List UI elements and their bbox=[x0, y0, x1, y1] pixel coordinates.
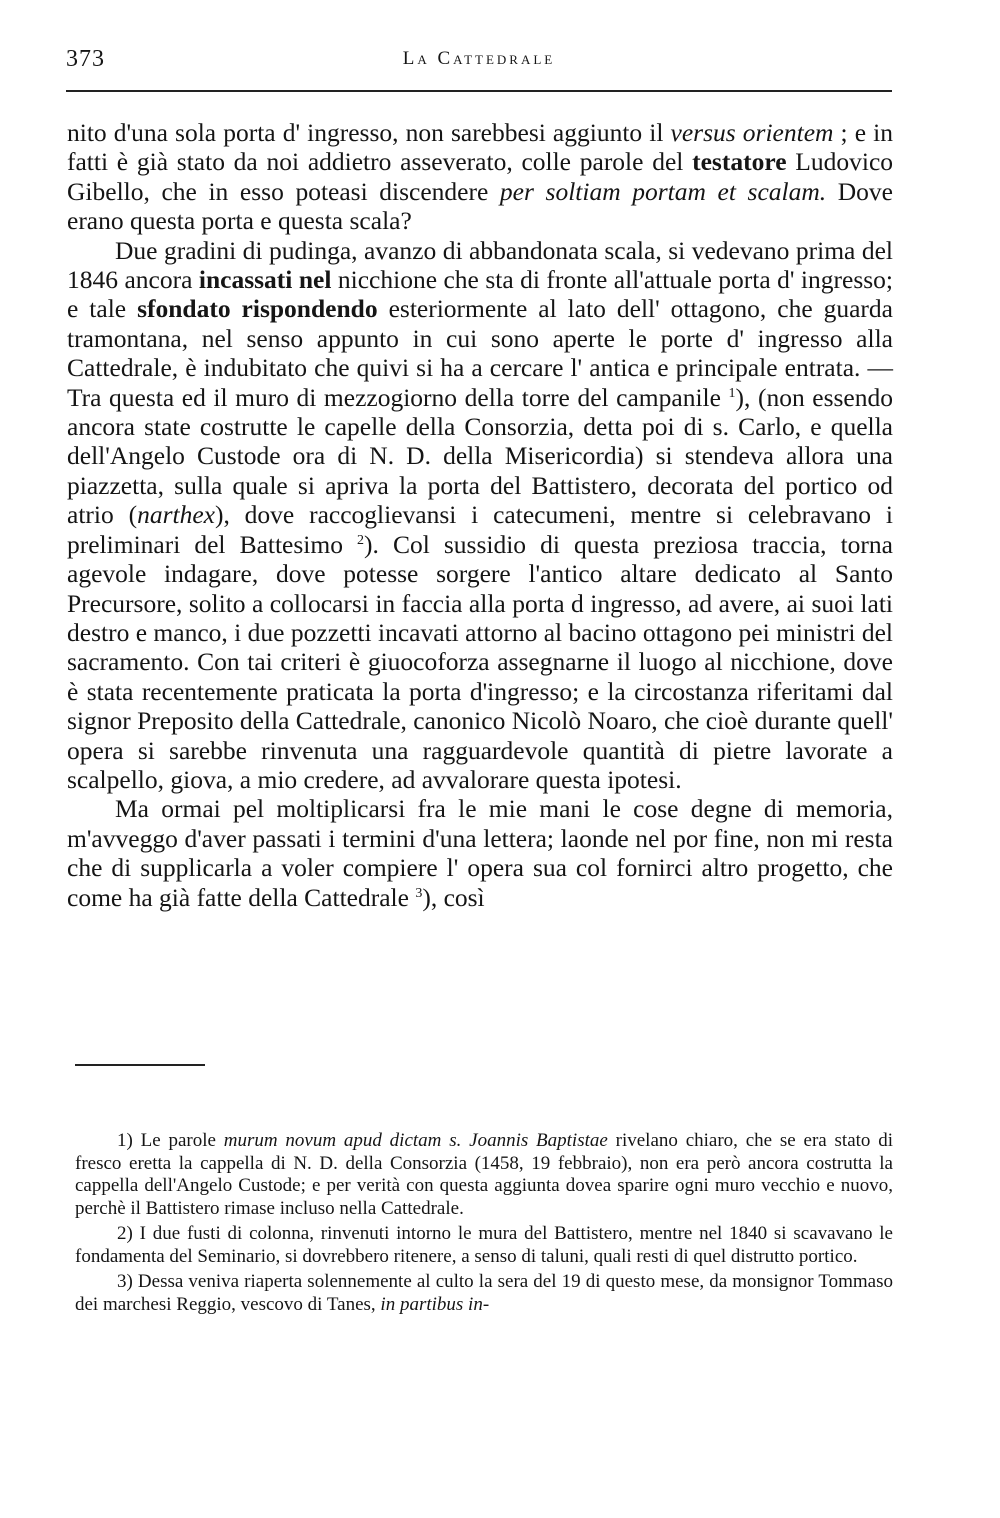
body-paragraph bbox=[67, 236, 893, 795]
italic-text: per soltiam portam et scalam. bbox=[499, 176, 827, 206]
body-paragraph bbox=[67, 794, 893, 912]
footnote bbox=[75, 1130, 893, 1220]
footnote bbox=[75, 1271, 893, 1316]
text-run: esteriormente al lato dell' ottagono, che guarda tramontana, nel senso appunto in cui sono aperte le porte d' ingresso alla Cattedrale, è indubitato che quivi si ha a cercare l' antica e principale entrata. — Tra questa ed il muro di mezzogiorno della torre del campanile bbox=[67, 294, 893, 412]
bold-text: sfondato rispondendo bbox=[137, 294, 378, 324]
running-title: La Cattedrale bbox=[402, 48, 556, 69]
text-run: Due gradini di pudinga, avanzo di abbandonata scala, si vedevano prima del 1846 ancora bbox=[67, 235, 893, 295]
footnote-ref: 1 bbox=[728, 385, 736, 401]
text-run: ; e in fatti è già stato da noi addietro asseverato, colle parole del bbox=[67, 118, 893, 177]
italic-text: versus orientem bbox=[670, 118, 834, 147]
italic-text: in partibus in- bbox=[380, 1293, 490, 1315]
header-rule bbox=[66, 90, 892, 92]
text-run: Ma ormai pel moltiplicarsi fra le mie mani le cose degne di memoria, m'avveggo d'aver passati i termini d'una lettera; laonde nel por fine, non mi resta che di supplicarla a voler compiere l' opera sua col fornirci altro progetto, che come ha già fatte della Cattedrale bbox=[67, 794, 893, 912]
italic-text: murum novum apud dictam s. Joannis Baptistae bbox=[223, 1130, 608, 1151]
footnotes bbox=[75, 1130, 893, 1316]
text-run: ), (non essendo ancora state costrutte le capelle della Consorzia, detta poi di s. Carlo, e quella dell'Angelo Custode ora di N. D. della Misericordia) si stendeva allora una piazzetta, sulla quale si apriva la porta del Battistero, decorata del portico od atrio ( bbox=[67, 382, 893, 530]
text-run: Ludovico Gibello, che in esso poteasi discendere bbox=[67, 147, 894, 206]
page-header bbox=[66, 40, 892, 80]
body-paragraph bbox=[67, 118, 893, 236]
footnote-ref: 3 bbox=[415, 885, 423, 901]
text-run: nicchione che sta di fronte all'attuale porta d' ingresso; e tale bbox=[67, 265, 893, 324]
text-run: ), dove raccoglievansi i catecumeni, mentre si celebravano i preliminari del Battesimo bbox=[67, 500, 893, 559]
footnote-ref: 2 bbox=[357, 532, 365, 548]
body-text bbox=[67, 118, 893, 912]
text-run: ). Col sussidio di questa preziosa traccia, torna agevole indagare, dove potesse sorgere l'antico altare dedicato al Santo Precursore, solito a collocarsi in faccia alla porta d ingresso, ad avere, ai suoi lati destro e manco, i due pozzetti incavati attorno al bacino ottagono pei ministri del sacramento. Con tai criteri è giuocoforza assegnarne il luogo al nicchione, dove è stata recentemente praticata la porta d'ingresso; e la circostanza riferitami dal signor Preposito della Cattedrale, canonico Nicolò Noaro, che cioè durante quell' opera si sarebbe rinvenuta una ragguardevole quantità di pietre lavorate a scalpello, giova, a mio credere, ad avvalorare questa ipotesi. bbox=[67, 529, 893, 794]
text-run: 2) I due fusti di colonna, rinvenuti intorno le mura del Battistero, mentre nel 1840 si scavavano le fondamenta del Seminario, si dovrebbero ritenere, a senso di taluni, quali resti di quel distrutto portico. bbox=[75, 1223, 893, 1267]
footnote-separator bbox=[75, 1064, 205, 1066]
bold-text: testatore bbox=[692, 147, 787, 177]
text-run: Dove erano questa porta e questa scala? bbox=[67, 176, 894, 236]
footnote bbox=[75, 1223, 893, 1268]
text-run: 3) Dessa veniva riaperta solennemente al culto la sera del 19 di questo mese, da monsignor Tommaso dei marchesi Reggio, vescovo di Tanes, bbox=[75, 1271, 893, 1315]
text-run: rivelano chiaro, che se era stato di fresco eretta la cappella di N. D. della Consorzia (1458, 19 febbraio), non era però ancora costrutta la cappella dell'Angelo Custode; e per verità con questa aggiunta dovea sparire ogni muro vecchio e nuovo, perchè il Battistero rimase incluso nella Cattedrale. bbox=[75, 1130, 893, 1219]
text-run: nito d'una sola porta d' ingresso, non sarebbesi aggiunto il bbox=[67, 118, 671, 147]
text-run: 1) Le parole bbox=[117, 1130, 224, 1151]
text-run: ), così bbox=[422, 882, 485, 912]
page-number: 373 bbox=[66, 46, 105, 72]
bold-text: incassati nel bbox=[198, 265, 332, 295]
italic-text: narthex bbox=[137, 500, 215, 530]
